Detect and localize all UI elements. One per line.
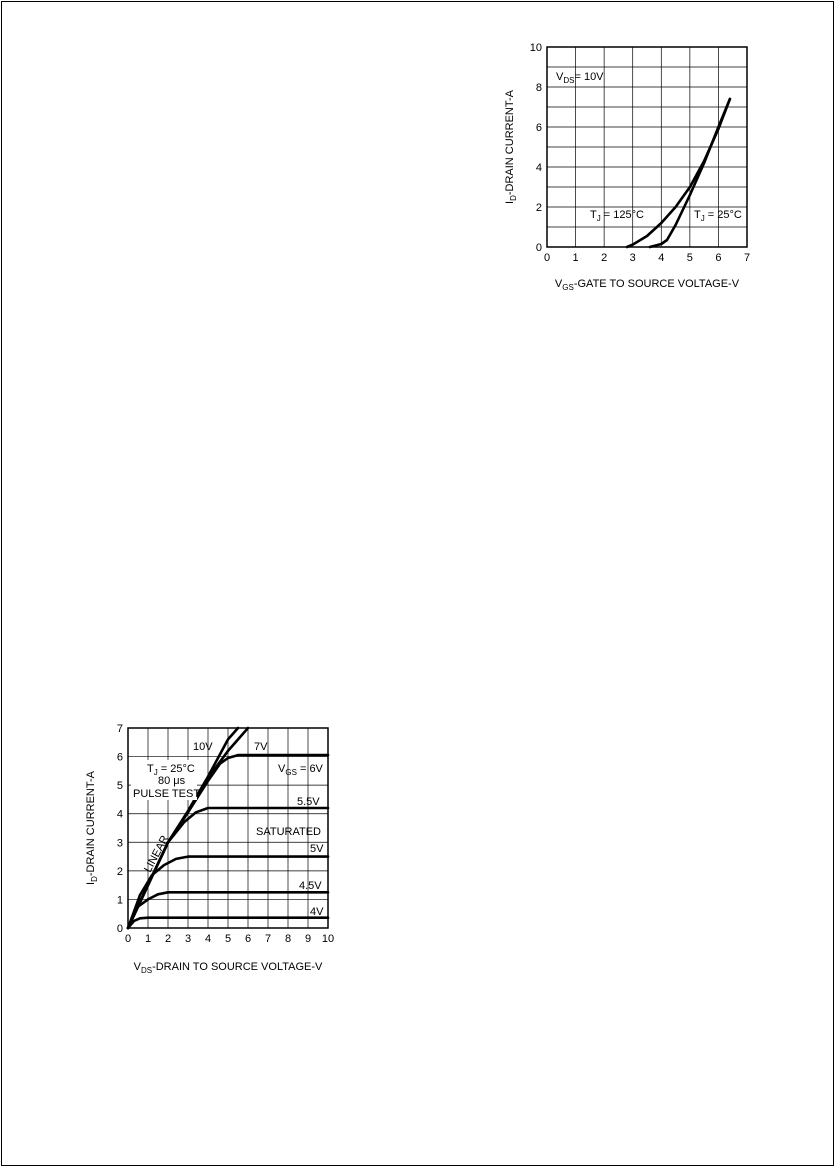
x-tick-label: 4 xyxy=(204,933,212,945)
x-tick-label: 6 xyxy=(715,252,722,264)
x-tick-label: 10 xyxy=(321,933,335,945)
curve-label-5v: 5V xyxy=(310,843,324,855)
y-tick-label: 2 xyxy=(535,202,542,214)
y-tick-label: 5 xyxy=(116,780,123,793)
annotation-pulse-test: PULSE TEST xyxy=(133,788,201,800)
curve-label-10v: 10V xyxy=(193,741,213,753)
x-tick-label: 3 xyxy=(184,933,192,945)
x-tick-label: 1 xyxy=(144,933,152,945)
curve-label-7v: 7V xyxy=(254,741,268,753)
x-tick-label: 0 xyxy=(124,933,132,945)
y-tick-label: 1 xyxy=(116,894,123,907)
curve-label-4-5v: 4.5V xyxy=(299,880,322,892)
x-tick-label: 2 xyxy=(164,933,172,945)
x-axis-label: $V_{GS}$-GATE TO SOURCE VOLTAGE-V xyxy=(554,278,740,292)
y-tick-label: 10 xyxy=(529,42,542,54)
y-tick-label: 6 xyxy=(535,122,542,134)
x-tick-label: 3 xyxy=(629,252,636,264)
annotation-tj25: $T_J = 25^\circ C$ xyxy=(694,209,742,223)
x-tick-label: 4 xyxy=(658,252,665,264)
y-tick-label: 4 xyxy=(535,162,542,174)
y-tick-label: 2 xyxy=(116,865,123,878)
curve-label-5-5v: 5.5V xyxy=(297,796,320,808)
y-tick-label: 3 xyxy=(116,837,123,850)
x-axis-label: $V_{DS}$-DRAIN TO SOURCE VOLTAGE-V xyxy=(133,961,323,975)
y-tick-label: 8 xyxy=(535,82,542,94)
curve-label-4v: 4V xyxy=(310,906,324,918)
y-axis-label: $I_D$-DRAIN CURRENT-A xyxy=(85,771,99,885)
x-tick-label: 9 xyxy=(304,933,312,945)
y-tick-label: 4 xyxy=(116,808,123,821)
y-axis-label: $I_D$-DRAIN CURRENT-A xyxy=(504,90,518,204)
annotation-vgs: $V_{GS} = 6V$ xyxy=(278,763,323,777)
x-tick-label: 5 xyxy=(224,933,232,945)
x-tick-label: 5 xyxy=(686,252,693,264)
annotation-linear: LINEAR xyxy=(142,833,172,875)
x-tick-label: 0 xyxy=(543,252,551,264)
annotation-vds: $V_{DS}= 10V$ xyxy=(556,71,604,85)
annotation-saturated: SATURATED xyxy=(256,826,321,838)
y-tick-label: 0 xyxy=(535,242,542,254)
y-tick-label: 6 xyxy=(116,751,123,764)
x-tick-label: 8 xyxy=(284,933,292,945)
annotation-pulse-width: 80 μs xyxy=(158,775,186,787)
annotation-tj: $T_J = 25^\circ C$ xyxy=(147,763,195,777)
x-tick-label: 6 xyxy=(244,933,252,945)
x-tick-label: 7 xyxy=(743,252,751,264)
x-tick-label: 1 xyxy=(572,252,579,264)
y-tick-label: 7 xyxy=(116,723,123,735)
y-tick-label: 0 xyxy=(116,923,123,935)
annotation-tj125: $T_J = 125^\circ C$ xyxy=(590,209,644,223)
x-tick-label: 2 xyxy=(601,252,608,264)
x-tick-label: 7 xyxy=(264,933,272,945)
